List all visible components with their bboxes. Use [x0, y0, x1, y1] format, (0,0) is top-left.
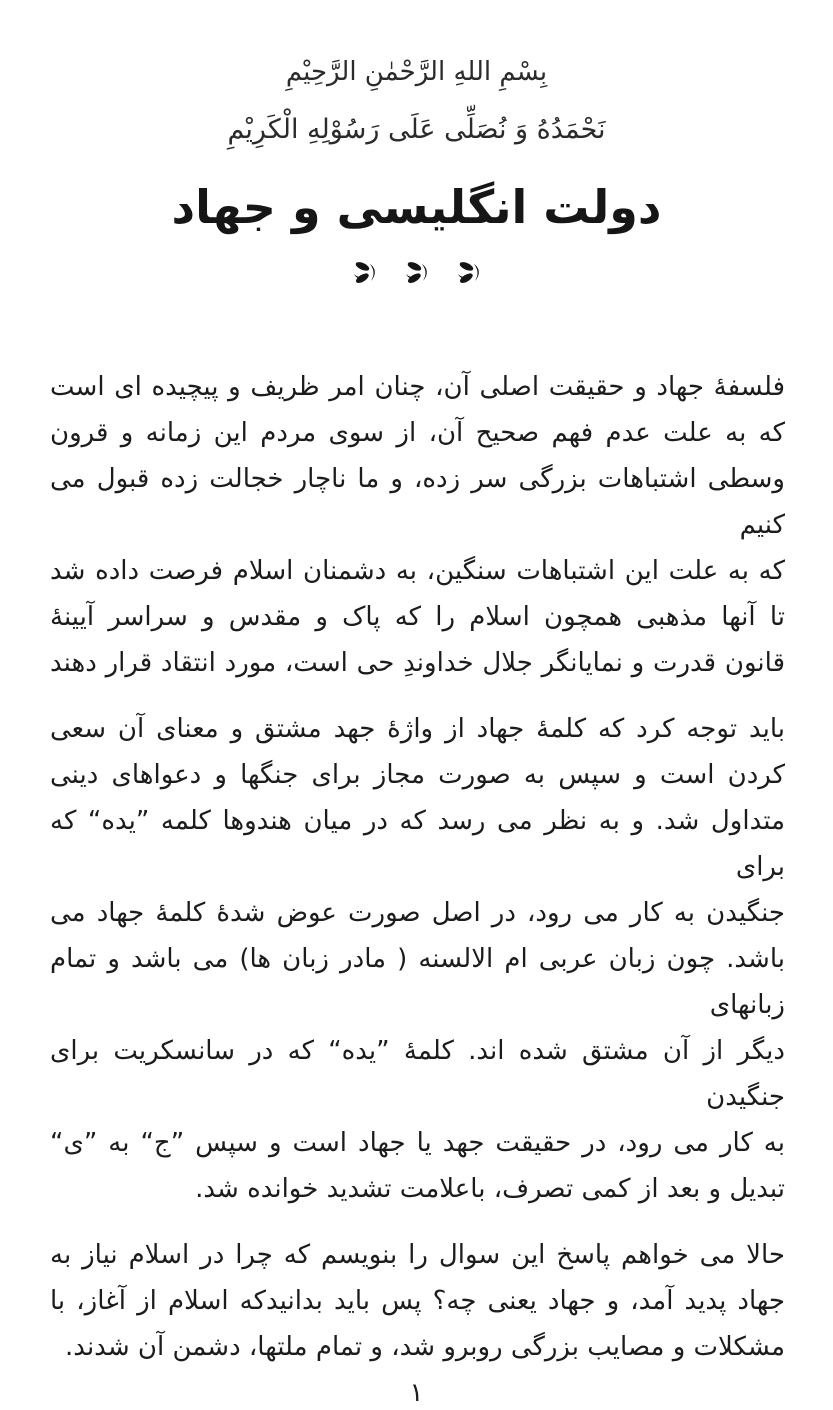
page-header	[0, 52, 833, 288]
text-line: به کار می رود، در حقیقت جهد یا جهاد است و سپس ”ج“ به ”ی“	[50, 1128, 785, 1158]
paragraph	[50, 1232, 785, 1370]
text-line: کردن است و سپس به صورت مجاز برای جنگها و دعواهای دینی	[50, 760, 785, 790]
text-line: که به علت این اشتباهات سنگین، به دشمنان اسلام فرصت داده شد	[50, 556, 785, 586]
ornament-row	[0, 258, 833, 288]
page-number: ۱	[409, 1378, 424, 1408]
text-line: وسطی اشتباهات بزرگی سر زده، و ما ناچار خجالت زده قبول می کنیم	[50, 464, 785, 540]
paragraph	[50, 364, 785, 686]
salutation-line: نَحْمَدُهُ وَ نُصَلِّى عَلَى رَسُوْلِهِ الْكَرِيْمِ	[227, 114, 606, 145]
paragraph	[50, 706, 785, 1212]
bismillah-line: بِسْمِ اللهِ الرَّحْمٰنِ الرَّحِيْمِ	[285, 57, 548, 87]
text-line: قانون قدرت و نمایانگر جلال خداوندِ حی است، مورد انتقاد قرار دهند	[50, 648, 785, 678]
text-line: جهاد پدید آمد، و جهاد یعنی چه؟ پس باید بدانیدکه اسلام از آغاز، با	[50, 1286, 785, 1316]
text-line: حالا می خواهم پاسخ این سوال را بنویسم که چرا در اسلام نیاز به	[50, 1240, 785, 1270]
text-line: تا آنها مذهبی همچون اسلام را که پاک و مقدس و سراسر آیینۀ	[50, 602, 785, 632]
text-line: تبدیل و بعد از کمی تصرف، باعلامت تشدید خوانده شد.	[195, 1174, 785, 1204]
text-line: فلسفۀ جهاد و حقیقت اصلی آن، چنان امر ظریف و پیچیده ای است	[50, 372, 785, 402]
page-title: دولت انگلیسی و جهاد	[171, 180, 662, 234]
document-page	[0, 52, 833, 1408]
body-text	[0, 364, 833, 1370]
text-line: جنگیدن به کار می رود، در اصل صورت عوض شدۀ کلمۀ جهاد می	[50, 898, 785, 928]
text-line: که به علت عدم فهم صحیح آن، از سوی مردم این زمانه و قرون	[50, 418, 785, 448]
text-line: مشکلات و مصایب بزرگی روبرو شد، و تمام ملتها، دشمن آن شدند.	[65, 1332, 785, 1362]
text-line: باید توجه کرد که کلمۀ جهاد از واژۀ جهد مشتق و معنای آن سعی	[50, 714, 785, 744]
text-line: دیگر از آن مشتق شده اند. کلمۀ ”یده“ که در سانسکریت برای جنگیدن	[50, 1036, 785, 1112]
text-line: متداول شد. و به نظر می رسد که در میان هندوها کلمه ”یده“ که برای	[50, 806, 785, 882]
floral-fleuron-icon	[337, 260, 497, 286]
text-line: باشد. چون زبان عربی ام الالسنه ( مادر زبان ها) می باشد و تمام زبانهای	[50, 944, 785, 1020]
